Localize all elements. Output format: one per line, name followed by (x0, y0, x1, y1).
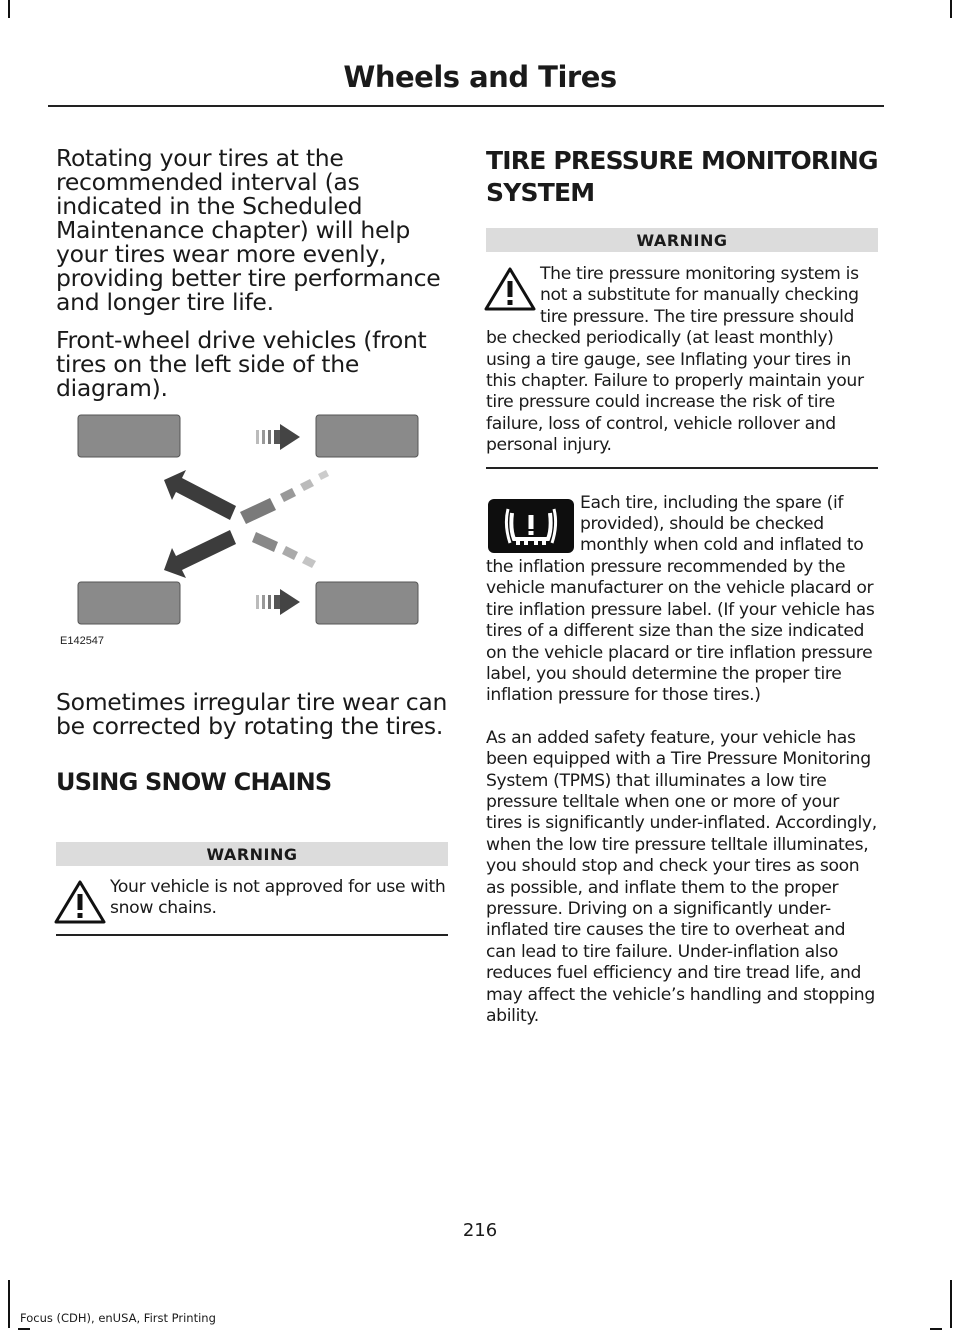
crop-mark (950, 1280, 952, 1328)
crop-mark (18, 1328, 30, 1330)
warning-divider (486, 467, 878, 469)
tire-rear-left (316, 415, 418, 457)
tpms-heading-line2: SYSTEM (486, 178, 595, 207)
crop-mark (8, 0, 10, 18)
dashed-diagonal-tails (240, 470, 329, 568)
tire-rear-right (316, 582, 418, 624)
header-divider (48, 105, 884, 107)
tpms-check-section (486, 493, 878, 707)
warning-label: WARNING (56, 842, 448, 866)
snow-chains-warning (56, 842, 448, 936)
crop-mark (930, 1328, 942, 1330)
edition-note: Focus (CDH), enUSA, First Printing (20, 1311, 216, 1325)
tire-rotation-figure (56, 414, 448, 686)
tire-rotation-diagram (56, 414, 448, 686)
crop-mark (950, 0, 952, 18)
tpms-warning-text: The tire pressure monitoring system is not a substitute for manually checking tire pressure. The tire pressure should be checked periodically (at least monthly) using a tire gauge, see Inflating your tires in this chapter. Failure to properly maintain your tire pressure could increase the risk of tire failure, loss of control, vehicle rollover and personal injury. (486, 264, 864, 456)
arrow-diagonal-up-left (164, 470, 236, 520)
warning-triangle-icon (54, 879, 106, 925)
left-column (56, 146, 448, 936)
arrow-diagonal-down-left (164, 530, 236, 578)
rotation-paragraph: Rotating your tires at the recommended interval (as indicated in the Scheduled Maintenance chapter) will help your tires wear more evenly, providing better tire performance and longer tire life. (56, 144, 441, 316)
front-wheel-drive-paragraph: Front-wheel drive vehicles (front tires on the left side of the diagram). (56, 326, 427, 402)
snow-chains-warning-text: Your vehicle is not approved for use with snow chains. (110, 877, 446, 919)
warning-label: WARNING (486, 228, 878, 252)
tpms-telltale-icon (488, 499, 574, 553)
crop-mark (8, 1280, 10, 1328)
arrow-bottom-straight (256, 589, 300, 615)
irregular-wear-paragraph: Sometimes irregular tire wear can be corrected by rotating the tires. (56, 688, 448, 740)
page-number: 216 (462, 1220, 498, 1241)
page-title: Wheels and Tires (343, 60, 617, 94)
tpms-feature-paragraph: As an added safety feature, your vehicle has been equipped with a Tire Pressure Monitoring System (TPMS) that illuminates a low tire pressure telltale when one or more of your tires is significantly under-inflated. Accordingly, when the low tire pressure telltale illuminates, you should stop and check your tires as soon as possible, and inflate them to the proper pressure. Driving on a significantly under-inflated tire causes the tire to overheat and can lead to tire failure. Under-inflation also reduces fuel efficiency and tire tread life, and may affect the vehicle’s handling and stopping ability. (486, 727, 877, 1026)
tpms-warning (486, 228, 878, 469)
figure-code: E142547 (60, 635, 105, 647)
tire-front-left (78, 415, 180, 457)
warning-divider (56, 934, 448, 936)
right-column (486, 146, 878, 1027)
tpms-heading-line1: TIRE PRESSURE MONITORING (486, 146, 878, 175)
arrow-top-straight (256, 424, 300, 450)
snow-chains-heading: USING SNOW CHAINS (56, 768, 332, 796)
tpms-check-paragraph: Each tire, including the spare (if provided), should be checked monthly when cold and inflated to the inflation pressure recommended by the vehicle manufacturer on the vehicle placard or tire inflation pressure label. (If your vehicle has tires of a different size than the size indicated on the vehicle placard or tire inflation pressure label, you should determine the proper tire inflation pressure for those tires.) (486, 492, 875, 706)
warning-triangle-icon (484, 266, 536, 312)
tpms-symbol-icon (488, 499, 574, 553)
tire-front-right (78, 582, 180, 624)
